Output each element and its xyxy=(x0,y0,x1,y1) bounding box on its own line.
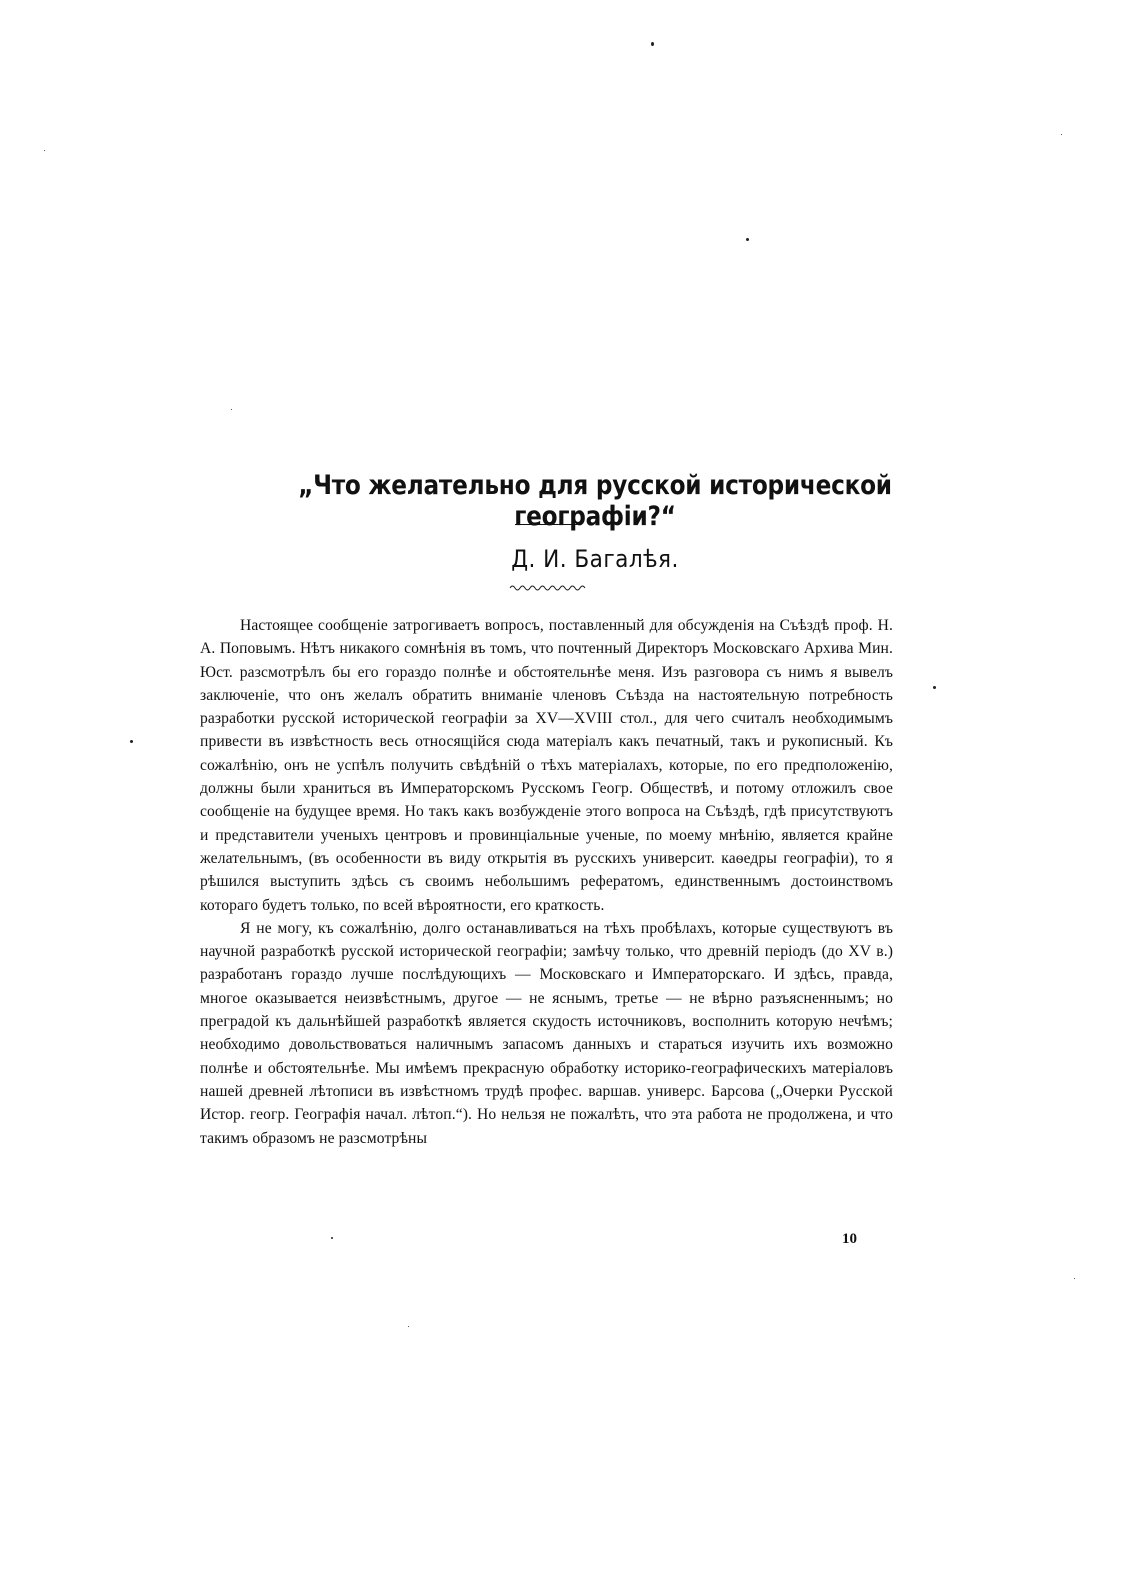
scan-speck xyxy=(44,150,45,151)
scan-speck xyxy=(651,42,654,46)
paragraph-1: Настоящее сообщеніе затрогиваетъ вопросъ, поставленный для обсужденія на Съѣздѣ проф. Н. А. Поповымъ. Нѣтъ никакого сомнѣнія въ томъ, что почтенный Директоръ Московскаго Архива Мин. Юст. разсмотрѣлъ бы его гораздо полнѣе и обстоятельнѣе меня. Изъ разговора съ нимъ я вывелъ заключеніе, что онъ желалъ обратить вниманіе членовъ Съѣзда на настоятельную потребность разработки русской исторической географіи за XV—XVIII стол., для чего считалъ необходимымъ привести въ извѣстность весь относящійся сюда матеріалъ какъ печатный, такъ и рукописный. Къ сожалѣнію, онъ не успѣлъ получить свѣдѣній о тѣхъ матеріалахъ, которые, по его предположенію, должны были храниться въ Императорскомъ Русскомъ Геогр. Обществѣ, и потому отложилъ свое сообщеніе на будущее время. Но такъ какъ возбужденіе этого вопроса на Съѣздѣ, гдѣ присутствуютъ и представители ученыхъ центровъ и провинціальные ученые, по моему мнѣнію, является крайне желательнымъ, (въ особенности въ виду открытія въ русскихъ университ. каѳедры географіи), то я рѣшился выступить здѣсь съ своимъ небольшимъ рефератомъ, единственнымъ достоинствомъ котораго будетъ только, по всей вѣроятности, его краткость. xyxy=(200,617,893,914)
page-number: 10 xyxy=(842,1231,857,1247)
scan-speck xyxy=(746,238,749,241)
scan-speck xyxy=(331,1237,333,1239)
article-title: „Что желательно для русской исторической географіи?“ xyxy=(298,470,892,532)
scan-speck xyxy=(933,686,936,689)
scan-speck xyxy=(130,740,133,743)
article-body xyxy=(200,614,893,1150)
title-divider xyxy=(515,524,577,525)
scan-speck xyxy=(1061,134,1062,135)
paragraph-2: Я не могу, къ сожалѣнію, долго останавливаться на тѣхъ пробѣлахъ, которые существуютъ въ научной разработкѣ русской исторической географіи; замѣчу только, что древній періодъ (до XV в.) разработанъ гораздо лучше послѣдующихъ — Московскаго и Императорскаго. И здѣсь, правда, многое оказывается неизвѣстнымъ, другое — не яснымъ, третье — не вѣрно разъясненнымъ; но преградой къ дальнѣйшей разработкѣ является скудость источниковъ, восполнить которую нечѣмъ; необходимо довольствоваться наличнымъ запасомъ данныхъ и стараться изучить ихъ возможно полнѣе и обстоятельнѣе. Мы имѣемъ прекрасную обработку историко-географическихъ матеріаловъ нашей древней лѣтописи въ извѣстномъ трудѣ профес. варшав. универс. Барсова („Очерки Русской Истор. геогр. Географія начал. лѣтоп.“). Но нельзя не пожалѣть, что эта работа не продолжена, и что такимъ образомъ не разсмотрѣны xyxy=(200,919,893,1147)
scan-speck xyxy=(408,1326,409,1327)
scan-speck xyxy=(231,409,232,410)
ornament-squiggle xyxy=(508,582,588,592)
scan-speck xyxy=(1074,1278,1075,1279)
article-author: Д. И. Багалѣя. xyxy=(511,545,679,573)
